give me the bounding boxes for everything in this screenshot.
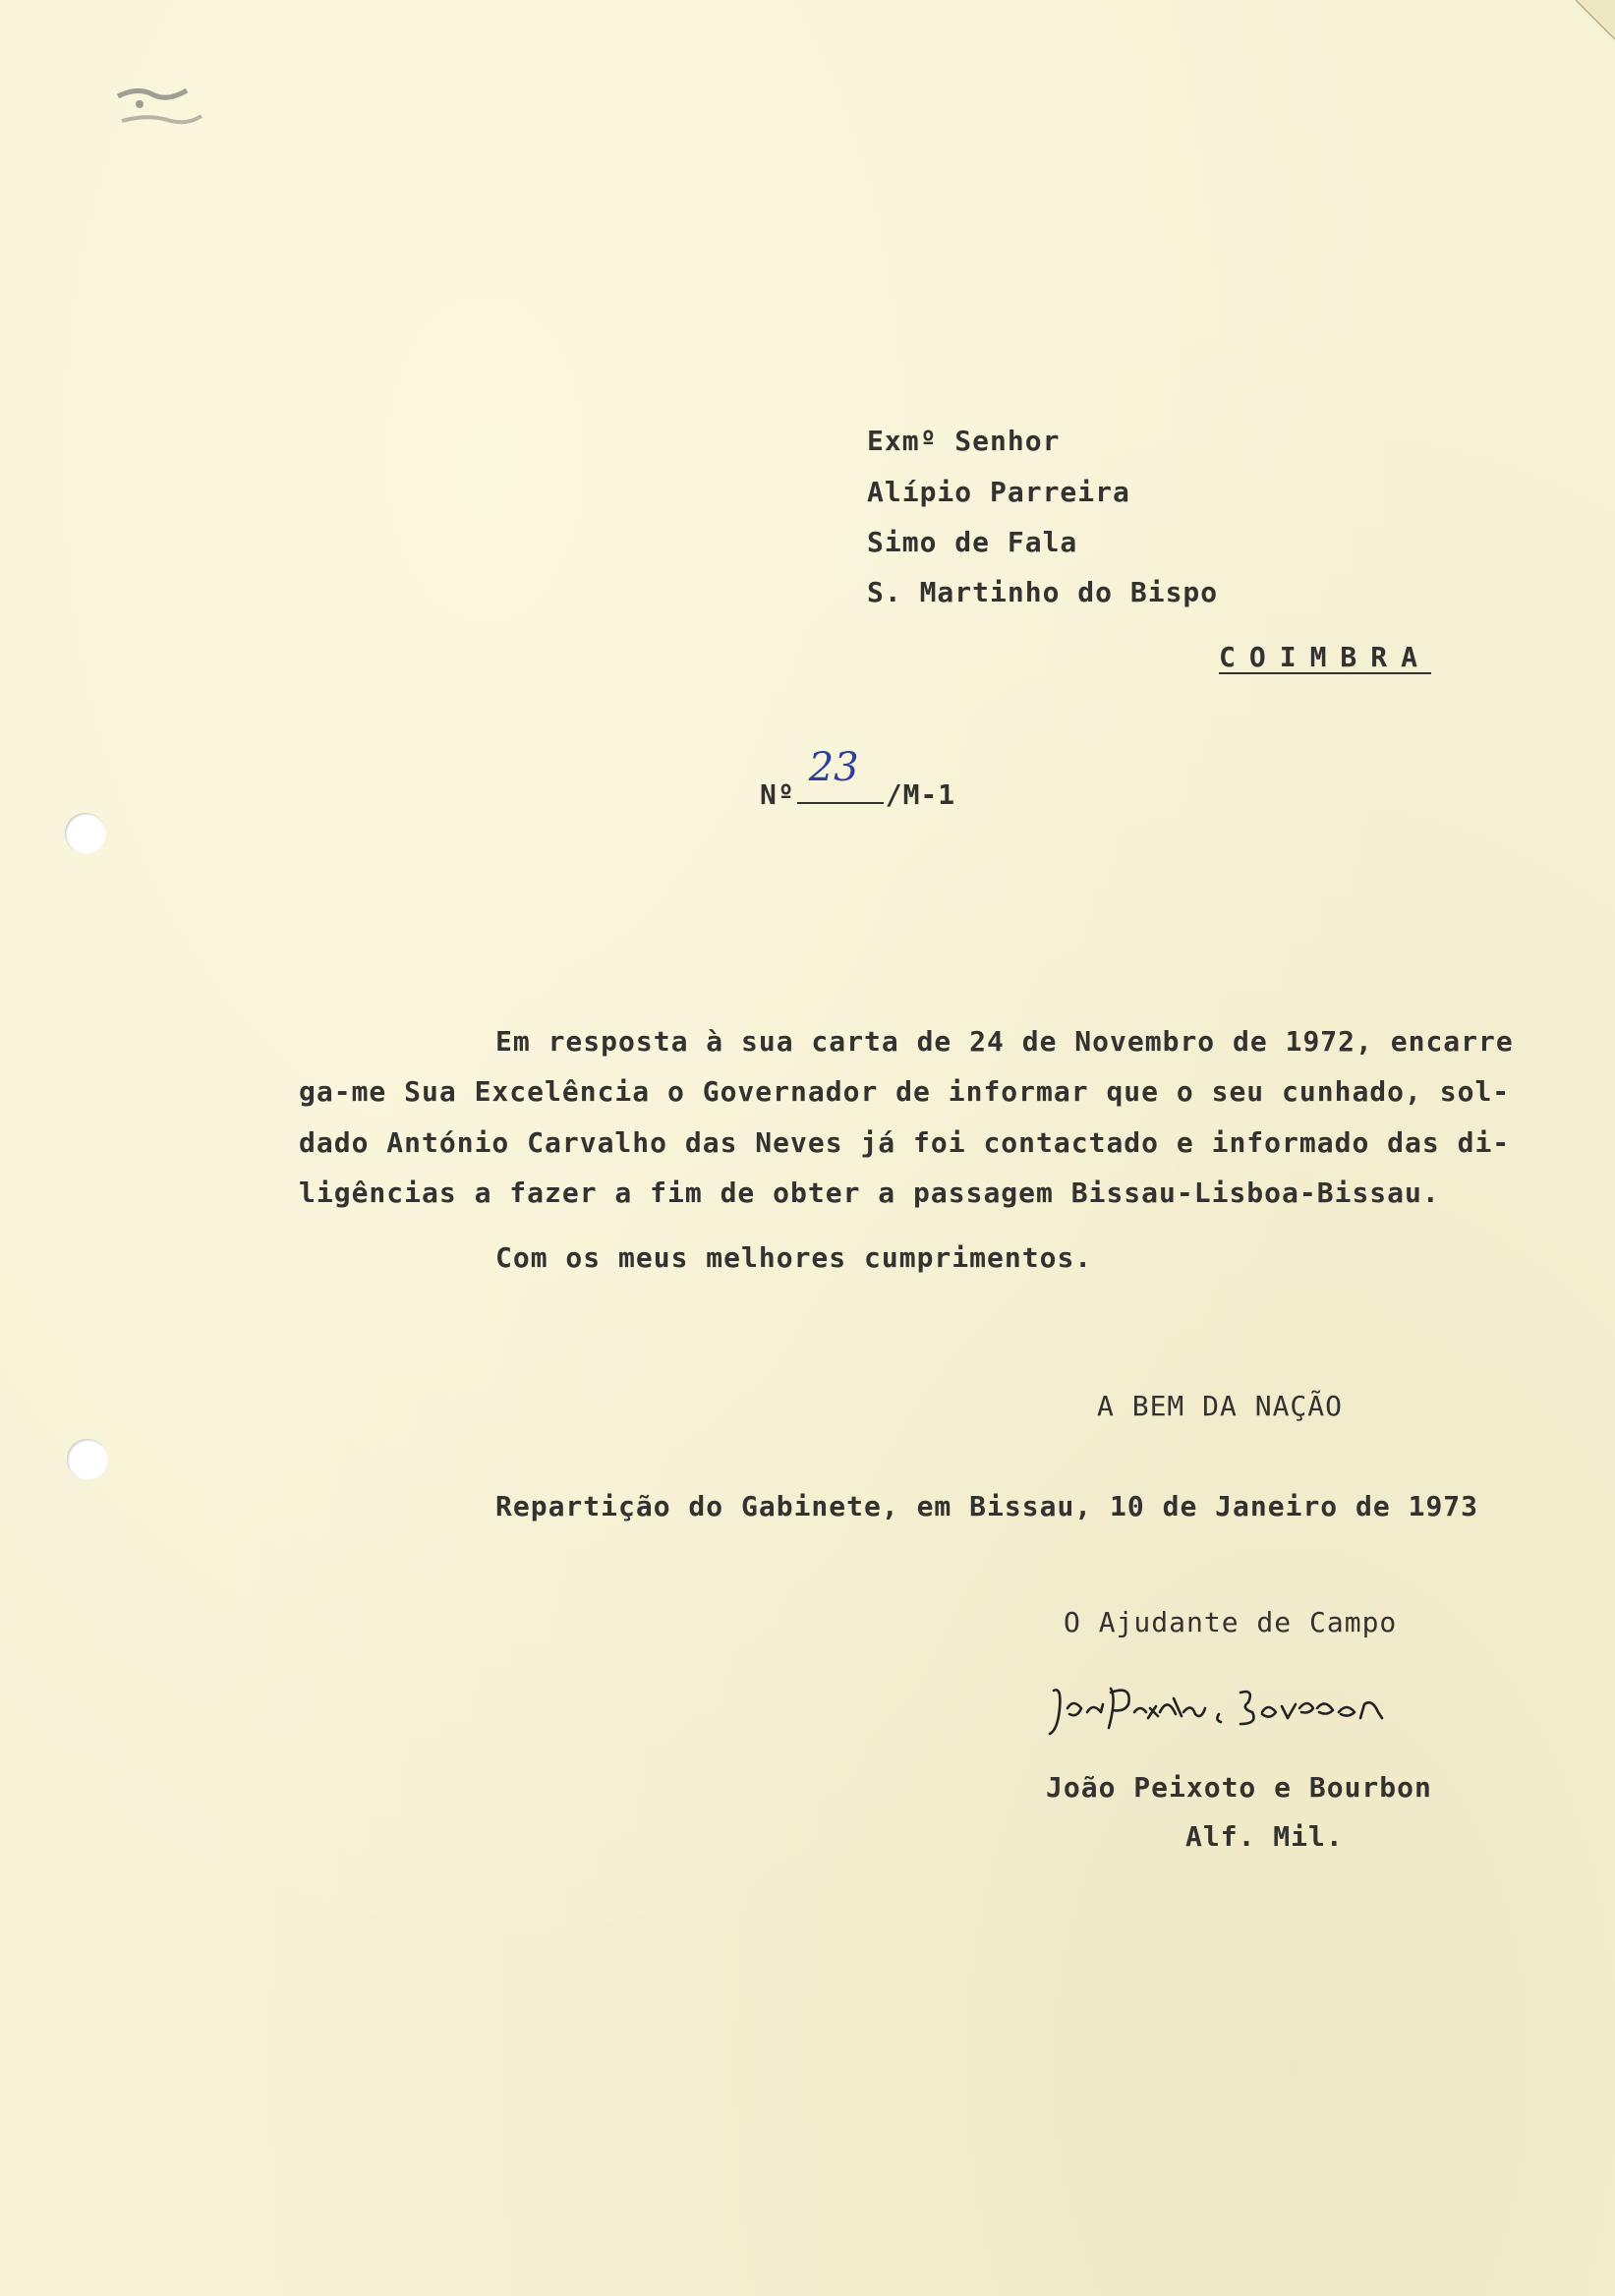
body-line: dado António Carvalho das Neves já foi contactado e informado das di- xyxy=(299,1126,1511,1159)
corner-fold xyxy=(1556,0,1615,59)
signatory-rank: Alf. Mil. xyxy=(1185,1820,1344,1853)
reference-suffix: /M-1 xyxy=(885,778,956,811)
recipient-salutation: Exmº Senhor xyxy=(867,425,1061,457)
reference-number xyxy=(760,745,956,811)
recipient-city: COIMBRA xyxy=(1219,641,1432,673)
closing-line: Com os meus melhores cumprimentos. xyxy=(495,1241,1093,1274)
motto: A BEM DA NAÇÃO xyxy=(1097,1390,1344,1422)
signatory-name: João Peixoto e Bourbon xyxy=(1046,1771,1432,1804)
reference-prefix: Nº xyxy=(760,778,795,811)
reference-blank xyxy=(797,745,884,804)
recipient-name: Alípio Parreira xyxy=(867,476,1130,508)
signatory-role: O Ajudante de Campo xyxy=(1064,1606,1398,1638)
ink-smudge xyxy=(108,77,206,145)
punch-hole xyxy=(65,813,106,854)
recipient-address-line: S. Martinho do Bispo xyxy=(867,576,1219,608)
place-date: Repartição do Gabinete, em Bissau, 10 de Janeiro de 1973 xyxy=(495,1490,1479,1522)
handwritten-signature xyxy=(1048,1669,1412,1748)
body-line: ligências a fazer a fim de obter a passagem Bissau-Lisboa-Bissau. xyxy=(299,1177,1440,1209)
recipient-address-line: Simo de Fala xyxy=(867,526,1078,558)
punch-hole xyxy=(67,1439,108,1480)
body-line: Em resposta à sua carta de 24 de Novembro de 1972, encarre xyxy=(495,1025,1514,1058)
body-line: ga-me Sua Excelência o Governador de informar que o seu cunhado, sol- xyxy=(299,1075,1511,1108)
handwritten-number: 23 xyxy=(808,745,859,790)
